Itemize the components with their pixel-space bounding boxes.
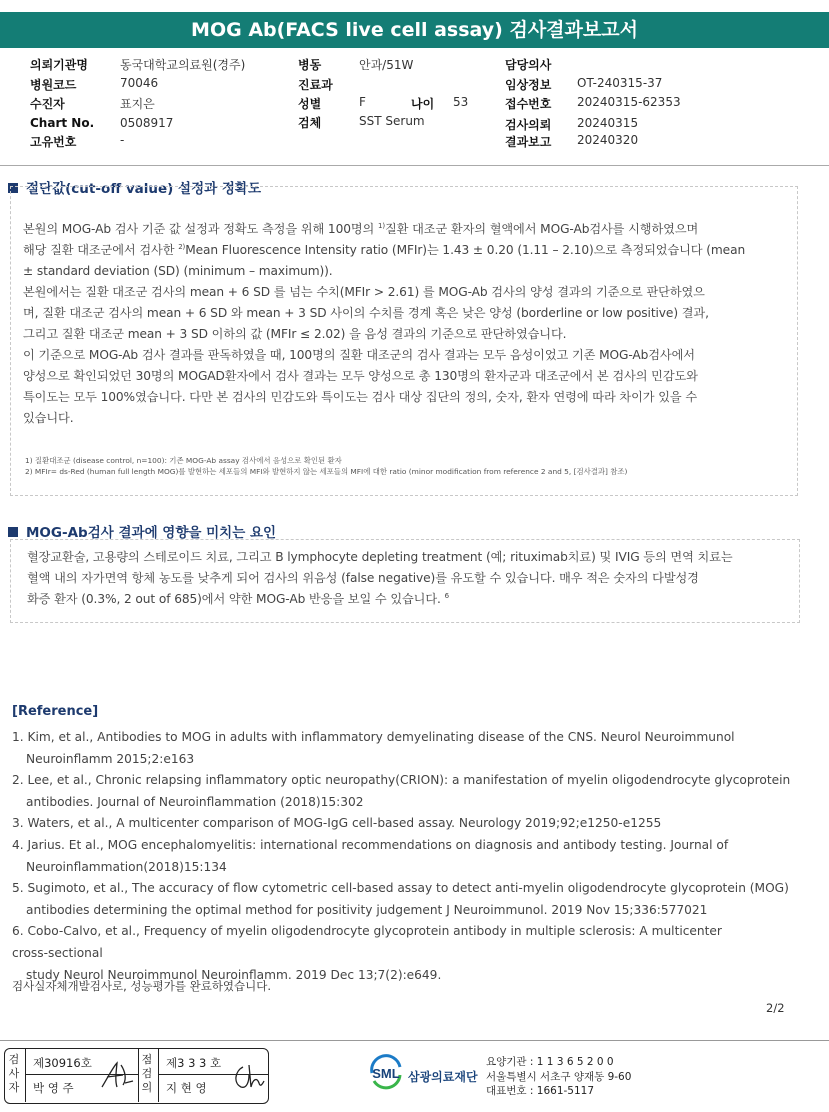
specimen-label: 검체	[298, 116, 322, 130]
square-bullet-icon	[8, 527, 18, 537]
logo-text: SML	[372, 1066, 400, 1081]
section-factors-title: MOG-Ab검사 결과에 영향을 미치는 요인	[26, 525, 277, 541]
report-value: 20240320	[577, 133, 639, 147]
section-factors-heading	[8, 521, 276, 541]
reference-line: antibodies determining the optimal method for positivity judgement J Neuroimmunol. 2019 Nov 15;336:577021	[26, 902, 708, 917]
reviewer-license: 제3 3 3 호	[166, 1056, 222, 1070]
sml-logo-icon	[366, 1053, 406, 1093]
reference-line: 6. Cobo-Calvo, et al., Frequency of myelin oligodendrocyte glycoprotein antibody in multiple sclerosis: A multicenter	[12, 924, 722, 939]
paragraph-line	[23, 366, 793, 387]
paragraph-line	[27, 547, 797, 568]
footnote-1: 1) 질환대조군 (disease control, n=100): 기존 MOG-Ab assay 검사에서 음성으로 확인된 환자	[25, 456, 342, 465]
doctor-label: 담당의사	[505, 58, 552, 72]
hospital-code-label: 병원코드	[30, 78, 77, 92]
validation-note: 검사실자체개발검사로, 성능평가를 완료하였습니다.	[12, 979, 272, 993]
lab-phone: 대표번호 : 1661-5117	[486, 1085, 595, 1097]
reference-item	[12, 835, 792, 878]
hospital-code-value: 70046	[120, 76, 159, 90]
text-run: Mean Fluorescence Intensity ratio (MFIr)는 1.43 ± 0.20 (1.11 – 2.10)으로 측정되었습니다 (mean	[185, 243, 746, 257]
text-run: 이 기준으로 MOG-Ab 검사 결과를 판독하였을 때, 100명의 질환 대조군의 검사 결과는 모두 음성이었고 기존 MOG-Ab검사에서	[23, 348, 695, 362]
footnote-marker: 6	[444, 591, 449, 600]
collector-value: 표지은	[120, 97, 155, 111]
text-run: 해당 질환 대조군에서 검사한	[23, 243, 179, 257]
text-run: 혈장교환술, 고용량의 스테로이드 치료, 그리고 B lymphocyte depleting treatment (예; rituximab치료) 및 IVIG 등의 면역 치료는	[27, 550, 733, 564]
examiner-license: 제30916호	[33, 1056, 92, 1070]
paragraph-line	[27, 589, 797, 610]
footnote-marker: 2)	[178, 242, 186, 251]
lab-address: 서울특별시 서초구 양재동 9-60	[486, 1070, 632, 1083]
reviewer-signature-icon	[229, 1061, 265, 1093]
reviewer-label: 점 검 의	[141, 1053, 153, 1094]
text-run: 본원의 MOG-Ab 검사 기준 값 설정과 정확도 측정을 위해 100명의	[23, 222, 378, 236]
paragraph-line	[23, 303, 793, 324]
text-run: 며, 질환 대조군 검사의 mean + 6 SD 와 mean + 3 SD 사이의 수치를 경계 혹은 낮은 양성 (borderline or low positive) 결과,	[23, 306, 709, 320]
reference-item	[12, 878, 792, 921]
institution-label: 의뢰기관명	[30, 58, 88, 72]
reference-line: Neuroinflammation(2018)15:134	[26, 859, 227, 874]
reference-item	[12, 921, 792, 986]
text-run: 특이도는 모두 100%였습니다. 다만 본 검사의 민감도와 특이도는 검사 대상 집단의 정의, 숫자, 환자 연령에 따라 차이가 있을 수	[23, 390, 698, 404]
org-name: 삼광의료재단	[408, 1070, 478, 1084]
request-label: 검사의뢰	[505, 118, 552, 132]
report-label: 결과보고	[505, 135, 552, 149]
paragraph-line	[23, 261, 793, 282]
ward-value: 안과/51W	[359, 58, 414, 72]
dept-label: 진료과	[298, 78, 333, 92]
signature-box	[4, 1048, 269, 1104]
reference-item	[12, 770, 792, 813]
sex-label: 성별	[298, 97, 322, 111]
chart-value: 0508917	[120, 116, 174, 130]
reference-line: 5. Sugimoto, et al., The accuracy of flow cytometric cell-based assay to detect anti-myelin oligodendrocyte glycoprotein (MOG)	[12, 881, 789, 896]
sex-value: F	[359, 95, 366, 109]
reviewer-name: 지 현 영	[166, 1081, 207, 1095]
examiner-signature-icon	[99, 1059, 135, 1093]
text-run: 양성으로 확인되었던 30명의 MOGAD환자에서 검사 결과는 모두 양성으로 총 130명의 환자군과 대조군에서 본 검사의 민감도와	[23, 369, 698, 383]
reference-line: 1. Kim, et al., Antibodies to MOG in adults with inflammatory demyelinating disease of the CNS. Neurol Neuroimmunol	[12, 730, 735, 744]
paragraph-line	[23, 387, 793, 408]
ward-label: 병동	[298, 58, 322, 72]
age-value: 53	[453, 95, 469, 109]
footer-divider	[0, 1040, 829, 1041]
chart-label: Chart No.	[30, 116, 95, 130]
clinical-label: 임상정보	[505, 78, 552, 92]
text-run: ± standard deviation (SD) (minimum – maximum)).	[23, 264, 333, 278]
age-label: 나이	[411, 97, 435, 111]
text-run: 그리고 질환 대조군 mean + 3 SD 이하의 값 (MFIr ≤ 2.02) 을 음성 결과의 기준으로 판단하였습니다.	[23, 327, 567, 341]
section-factors-body	[27, 547, 797, 610]
reference-line: 3. Waters, et al., A multicenter comparison of MOG-IgG cell-based assay. Neurology 2019;92;e1250-e1255	[12, 816, 662, 831]
unique-label: 고유번호	[30, 135, 77, 149]
reference-title: [Reference]	[12, 704, 99, 719]
reference-line: cross-sectional	[12, 945, 103, 960]
footnotes	[25, 455, 795, 477]
examiner-label: 검 사 자	[8, 1053, 20, 1094]
section-cutoff-body	[23, 219, 793, 429]
reference-list	[12, 727, 792, 986]
institution-value: 동국대학교의료원(경주)	[120, 58, 246, 72]
paragraph-line	[23, 324, 793, 345]
paragraph-line	[23, 345, 793, 366]
text-run: 화증 환자 (0.3%, 2 out of 685)에서 약한 MOG-Ab 반응을 보일 수 있습니다.	[27, 592, 445, 606]
lab-code: 요양기관 : 1 1 3 6 5 2 0 0	[486, 1056, 614, 1068]
footnote-marker: 1)	[378, 221, 385, 230]
examiner-name: 박 영 주	[33, 1081, 74, 1095]
reference-item	[12, 813, 792, 835]
collector-label: 수진자	[30, 97, 65, 111]
receipt-label: 접수번호	[505, 97, 552, 111]
page-number: 2/2	[766, 1001, 785, 1015]
paragraph-line	[27, 568, 797, 589]
reference-line: Neuroinflamm 2015;2:e163	[26, 751, 195, 766]
paragraph-line	[23, 219, 793, 240]
footnote-2: 2) MFIr= ds-Red (human full length MOG)를 발현하는 세포들의 MFI와 발현하지 않는 세포들의 MFI에 대한 ratio (minor modification from reference 2 and 5, [검사결과] 참조)	[25, 467, 628, 476]
reference-line: 4. Jarius. Et al., MOG encephalomyelitis: international recommendations on diagnosis and antibody testing. Journal of	[12, 837, 729, 852]
reference-item	[12, 727, 792, 770]
request-value: 20240315	[577, 116, 639, 130]
patient-info	[0, 54, 829, 166]
text-run: 있습니다.	[23, 411, 74, 425]
reference-line: antibodies. Journal of Neuroinflammation (2018)15:302	[26, 794, 364, 809]
unique-value: -	[120, 133, 125, 147]
lab-info	[486, 1055, 631, 1099]
section-factors-box	[10, 539, 800, 623]
paragraph-line	[23, 282, 793, 303]
reference-line: 2. Lee, et al., Chronic relapsing inflammatory optic neuropathy(CRION): a manifestation of myelin oligodendrocyte glycoprotein	[12, 773, 791, 788]
section-cutoff-box	[10, 186, 798, 496]
text-run: 혈액 내의 자가면역 항체 농도를 낮추게 되어 검사의 위음성 (false negative)를 유도할 수 있습니다. 매우 적은 숫자의 다발성경	[27, 571, 699, 585]
specimen-value: SST Serum	[359, 114, 425, 128]
receipt-value: 20240315-62353	[577, 95, 681, 109]
paragraph-line	[23, 240, 793, 261]
section-cutoff-title: 절단값(cut-off value) 설정과 정확도	[26, 181, 261, 197]
text-run: 질환 대조군 환자의 혈액에서 MOG-Ab검사를 시행하였으며	[385, 222, 699, 236]
paragraph-line	[23, 408, 793, 429]
text-run: 본원에서는 질환 대조군 검사의 mean + 6 SD 를 넘는 수치(MFIr > 2.61) 를 MOG-Ab 검사의 양성 결과의 기준으로 판단하였으	[23, 285, 705, 299]
reference-line: study Neurol Neuroimmunol Neuroinflamm. 2019 Dec 13;7(2):e649.	[26, 967, 442, 982]
clinical-value: OT-240315-37	[577, 76, 663, 90]
report-title: MOG Ab(FACS live cell assay) 검사결과보고서	[0, 12, 829, 48]
